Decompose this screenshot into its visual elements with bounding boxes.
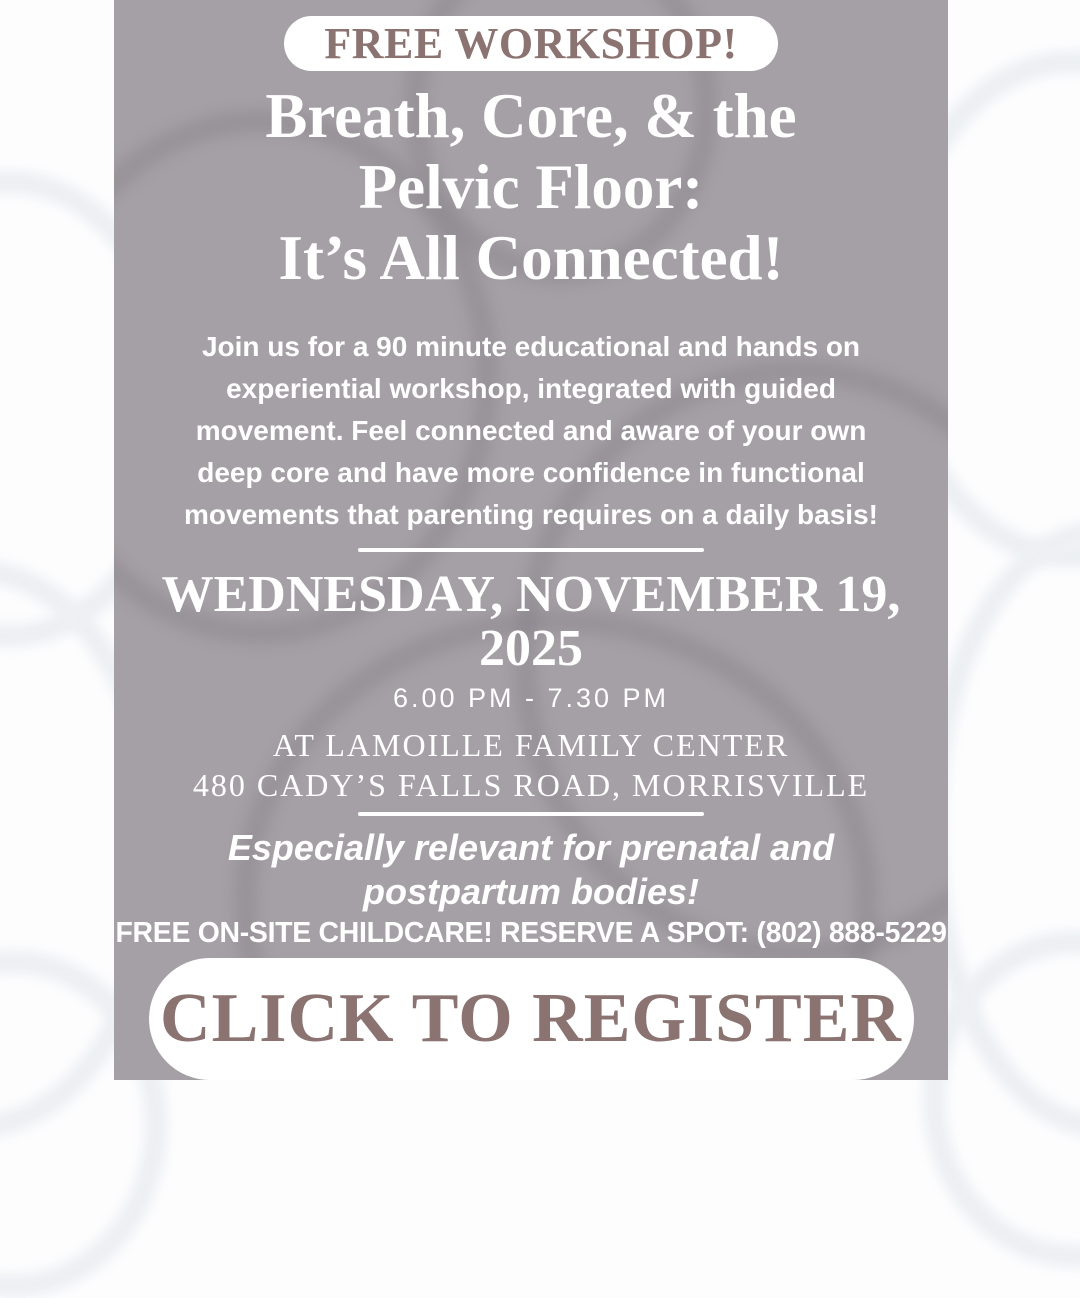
free-workshop-badge-label: FREE WORKSHOP! bbox=[324, 18, 738, 68]
divider bbox=[358, 812, 704, 816]
free-workshop-badge bbox=[284, 16, 777, 71]
audience-note-line: postpartum bodies! bbox=[362, 870, 699, 912]
event-venue: AT LAMOILLE FAMILY CENTER bbox=[272, 726, 790, 763]
audience-note-line: Especially relevant for prenatal and bbox=[227, 826, 835, 868]
description-line: deep core and have more confidence in functional bbox=[197, 456, 865, 488]
event-date: WEDNESDAY, NOVEMBER 19, 2025 bbox=[161, 565, 901, 677]
divider bbox=[358, 548, 704, 552]
flyer-panel bbox=[114, 0, 948, 1080]
workshop-title bbox=[265, 81, 796, 294]
workshop-title-line: It’s All Connected! bbox=[278, 222, 784, 293]
description-line: experiential workshop, integrated with guided bbox=[226, 372, 836, 404]
event-address: 480 CADY’S FALLS ROAD, MORRISVILLE bbox=[192, 766, 870, 803]
register-button[interactable] bbox=[149, 958, 914, 1080]
flyer-content bbox=[114, 0, 948, 1080]
audience-note bbox=[228, 826, 834, 914]
register-button-label: CLICK TO REGISTER bbox=[160, 979, 902, 1057]
workshop-title-line: Pelvic Floor: bbox=[358, 151, 704, 222]
description-line: movements that parenting requires on a daily basis! bbox=[184, 498, 878, 530]
description-line: movement. Feel connected and aware of your own bbox=[195, 414, 867, 446]
childcare-info: FREE ON-SITE CHILDCARE! RESERVE A SPOT: (802) 888-5229 bbox=[115, 916, 947, 949]
event-time: 6.00 PM - 7.30 PM bbox=[392, 682, 670, 713]
workshop-title-line: Breath, Core, & the bbox=[265, 80, 797, 151]
workshop-description bbox=[184, 326, 878, 536]
description-line: Join us for a 90 minute educational and hands on bbox=[201, 330, 861, 362]
